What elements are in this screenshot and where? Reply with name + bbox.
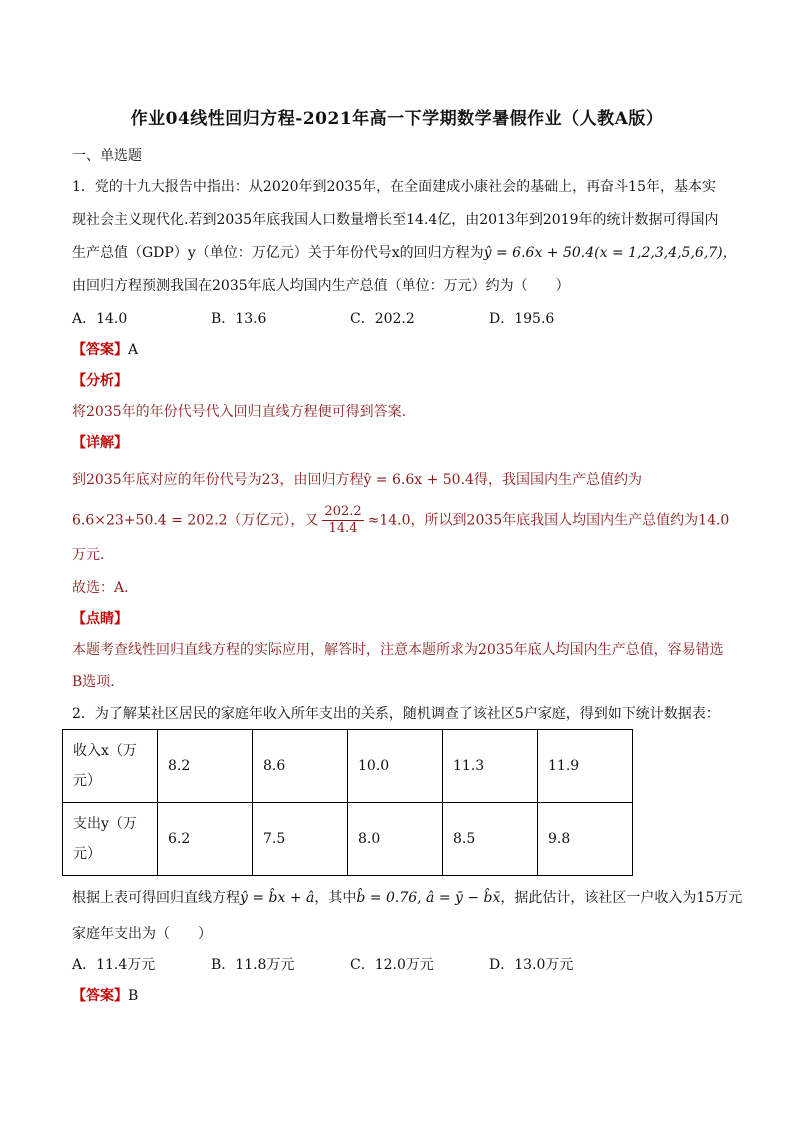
q2-coefficients: b̂ = 0.76, â = ȳ − b̂x̄ [356,890,501,906]
q1-option-a: A．14.0 [72,311,128,327]
q1-text-line-3 [72,243,737,263]
q1-text-line-3-prefix: 生产总值（GDP）y（单位：万亿元）关于年份代号x的回归方程为 [72,245,484,261]
q2-option-a: A．11.4万元 [72,957,156,973]
table-cell: 11.9 [538,730,633,803]
q1-option-b: B．13.6 [211,311,267,327]
table-cell: 7.5 [253,803,348,876]
q2-answer-tag: 【答案】 [72,988,128,1004]
q2-option-d: D．13.0万元 [489,957,574,973]
expense-header-line-2: 元） [73,846,101,862]
q1-comment-tag: 【点睛】 [72,611,128,627]
table-cell: 8.5 [443,803,538,876]
q1-option-d: D．195.6 [489,311,555,327]
table-cell: 8.2 [158,730,253,803]
q1-options [72,309,554,329]
q2-text-line-2 [72,888,742,908]
table-cell: 9.8 [538,803,633,876]
q2-data-table [62,729,633,876]
expense-header-line-1: 支出y（万 [73,816,137,832]
q1-answer-tag: 【答案】 [72,342,128,358]
table-cell: 8.0 [348,803,443,876]
q1-comment-line-2: B选项. [72,674,115,690]
q1-answer-value: A [128,342,139,358]
q1-detail-line-2-prefix: 6.6×23+50.4 = 202.2（万亿元），又 [72,512,319,529]
q2-line-2-prefix: 根据上表可得回归直线方程 [72,890,240,906]
q1-detail-line-2 [72,504,729,537]
q1-text-line-4: 由回归方程预测我国在2035年底人均国内生产总值（单位：万元）约为（ ） [72,278,570,294]
table-row [63,803,633,876]
q2-line-2-mid: ，其中 [314,890,357,906]
page-title: 作业04线性回归方程-2021年高一下学期数学暑假作业（人教A版） [130,109,664,129]
q1-answer [72,340,138,360]
q2-option-c: C．12.0万元 [350,957,434,973]
q1-fraction-denominator: 14.4 [328,521,358,536]
q1-fraction-numerator: 202.2 [324,504,362,519]
q2-option-b: B．11.8万元 [211,957,295,973]
q2-regression-equation: ŷ = b̂x + â [240,890,315,906]
q1-analysis-text: 将2035年的年份代号代入回归直线方程便可得到答案. [72,404,407,420]
q2-answer-value: B [128,988,139,1004]
q2-answer [72,986,138,1006]
table-cell: 10.0 [348,730,443,803]
q2-text-line-3: 家庭年支出为（ ） [72,926,212,942]
q1-fraction [322,504,363,537]
q1-text-line-2: 现社会主义现代化.若到2035年底我国人口数量增长至14.4亿，由2013年到2019年的统计数据可得国内 [72,212,719,228]
q1-option-c: C．202.2 [350,311,415,327]
income-header-line-1: 收入x（万 [73,743,137,759]
q2-text-line-1: 2．为了解某社区居民的家庭年收入所年支出的关系，随机调查了该社区5户家庭，得到如下统计数据表： [72,706,720,722]
q1-comment-line-1: 本题考查线性回归直线方程的实际应用，解答时，注意本题所求为2035年底人均国内生产总值，容易错选 [72,642,724,658]
q1-regression-equation: ŷ = 6.6x + 50.4(x = 1,2,3,4,5,6,7)， [483,245,737,261]
q2-options [72,955,573,975]
table-cell: 8.6 [253,730,348,803]
income-header-line-2: 元） [73,773,101,789]
table-row [63,730,633,803]
table-cell: 11.3 [443,730,538,803]
table-cell: 6.2 [158,803,253,876]
q1-detail-line-1: 到2035年底对应的年份代号为23，由回归方程ŷ = 6.6x + 50.4得，我国国内生产总值约为 [72,472,642,488]
q2-line-2-suffix: ，据此估计，该社区一户收入为15万元 [500,890,743,906]
q1-choose: 故选：A. [72,580,129,596]
q1-detail-line-3: 万元. [72,547,105,563]
q1-detail-line-2-suffix: ≈14.0，所以到2035年底我国人均国内生产总值约为14.0 [367,512,730,529]
table-row-header-expense [63,803,158,876]
table-row-header-income [63,730,158,803]
q1-detail-tag: 【详解】 [72,435,128,451]
q1-text-line-1: 1．党的十九大报告中指出：从2020年到2035年，在全面建成小康社会的基础上，再奋斗15年，基本实 [72,179,716,195]
section-heading: 一、单选题 [72,148,142,164]
q1-analysis-tag: 【分析】 [72,373,128,389]
